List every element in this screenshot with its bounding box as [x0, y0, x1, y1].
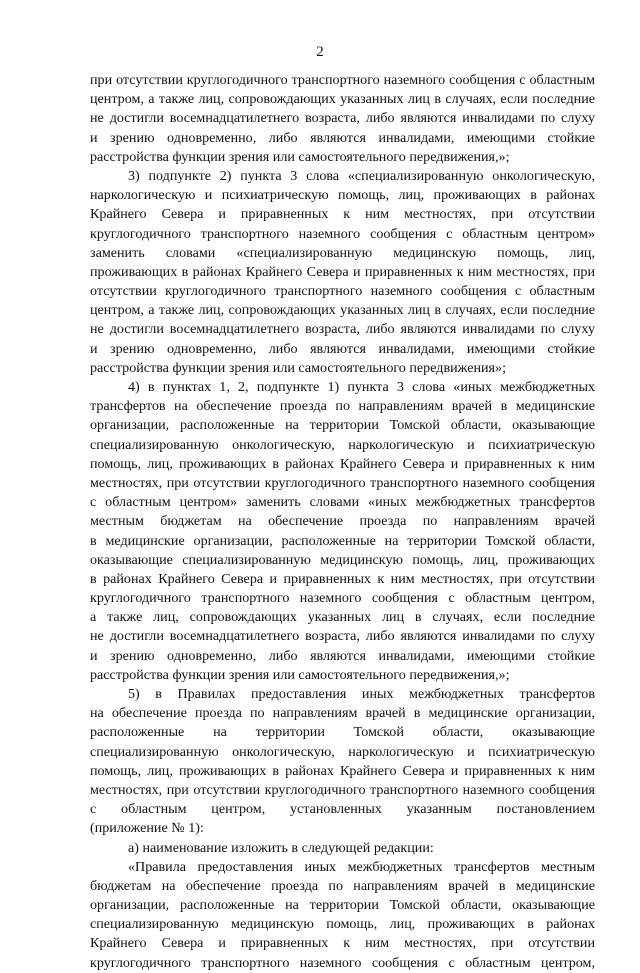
text-line: при отсутствии круглогодичного транспортного наземного сообщения с областным	[90, 72, 595, 88]
text-line: расположенные на территории Томской области, оказывающие	[90, 724, 595, 741]
text-line: с областным центром, установленных указанным постановлением	[90, 801, 595, 818]
text-line: Крайнего Севера и приравненных к ним местностях, при отсутствии	[90, 935, 595, 952]
text-line: 4) в пунктах 1, 2, подпункте 1) пункта 3 слова «иных межбюджетных	[128, 379, 595, 395]
text-line: 3) подпункте 2) пункта 3 слова «специализированную онкологическую,	[128, 167, 595, 184]
text-line: и зрению одновременно, либо являются инвалидами, имеющими стойкие	[90, 647, 595, 664]
text-line: бюджетам на обеспечение проезда по направлениям врачей в медицинские	[90, 877, 595, 894]
text-line: 5) в Правилах предоставления иных межбюджетных трансфертов	[128, 686, 595, 702]
text-line: расстройства функции зрения или самостоятельного передвижения,»;	[90, 148, 510, 165]
text-line: (приложение № 1):	[90, 820, 204, 837]
text-line: специализированную медицинскую помощь, лиц, проживающих в районах	[90, 916, 595, 933]
text-line: заменить словами «специализированную медицинскую помощь, лиц,	[90, 244, 595, 261]
text-line: центром, а также лиц, сопровождающих указанных лиц в случаях, если последние	[90, 302, 595, 319]
text-line: отсутствии круглогодичного транспортного наземного сообщения с областным	[90, 283, 595, 300]
text-line: расстройства функции зрения или самостоятельного передвижения»;	[90, 359, 506, 376]
text-line: не достигли восемнадцатилетнего возраста, либо являются инвалидами по слуху	[90, 110, 595, 127]
text-line: специализированную онкологическую, наркологическую и психиатрическую	[90, 436, 595, 453]
text-line: проживающих в районах Крайнего Севера и приравненных к ним местностях, при	[90, 263, 595, 280]
text-line: расстройства функции зрения или самостоятельного передвижения,»;	[90, 666, 510, 683]
text-line: местностях, при отсутствии круглогодичного транспортного наземного сообщения	[90, 781, 595, 798]
document-body	[90, 71, 595, 973]
text-line: и зрению одновременно, либо являются инвалидами, имеющими стойкие	[90, 340, 595, 357]
text-line: в медицинские организации, расположенные на территории Томской области,	[90, 532, 595, 549]
text-line: круглогодичного транспортного наземного сообщения с областным центром,	[90, 954, 595, 971]
text-line: помощь, лиц, проживающих в районах Крайнего Севера и приравненных к ним	[90, 455, 595, 472]
text-line: не достигли восемнадцатилетнего возраста, либо являются инвалидами по слуху	[90, 628, 595, 645]
text-line: а) наименование изложить в следующей редакции:	[128, 839, 434, 856]
text-line: организации, расположенные на территории Томской области, оказывающие	[90, 897, 595, 914]
text-line: помощь, лиц, проживающих в районах Крайнего Севера и приравненных к ним	[90, 762, 595, 779]
text-line: Крайнего Севера и приравненных к ним местностях, при отсутствии	[90, 206, 595, 223]
text-line: трансфертов на обеспечение проезда по направлениям врачей в медицинские	[90, 398, 595, 415]
text-line: а также лиц, сопровождающих указанных лиц в случаях, если последние	[90, 609, 595, 626]
text-line: круглогодичного транспортного наземного сообщения с областным центром,	[90, 590, 595, 607]
page-number: 2	[316, 44, 324, 60]
text-line: не достигли восемнадцатилетнего возраста, либо являются инвалидами по слуху	[90, 321, 595, 338]
text-line: оказывающие специализированную медицинскую помощь, лиц, проживающих	[90, 551, 595, 568]
text-line: центром, а также лиц, сопровождающих указанных лиц в случаях, если последние	[90, 91, 595, 108]
text-line: местностях, при отсутствии круглогодичного транспортного наземного сообщения	[90, 474, 595, 491]
text-line: организации, расположенные на территории Томской области, оказывающие	[90, 417, 595, 434]
text-line: специализированную онкологическую, наркологическую и психиатрическую	[90, 743, 595, 760]
text-line: круглогодичного транспортного наземного сообщения с областным центром»	[90, 225, 595, 242]
text-line: на обеспечение проезда по направлениям врачей в медицинские организации,	[90, 705, 595, 722]
text-line: с областным центром» заменить словами «иных межбюджетных трансфертов	[90, 494, 595, 511]
text-line: «Правила предоставления иных межбюджетных трансфертов местным	[128, 858, 595, 875]
text-line: местным бюджетам на обеспечение проезда по направлениям врачей	[90, 513, 595, 530]
text-line: наркологическую и психиатрическую помощь, лиц, проживающих в районах	[90, 187, 595, 204]
text-line: в районах Крайнего Севера и приравненных к ним местностях, при отсутствии	[90, 570, 595, 587]
text-line: и зрению одновременно, либо являются инвалидами, имеющими стойкие	[90, 129, 595, 146]
